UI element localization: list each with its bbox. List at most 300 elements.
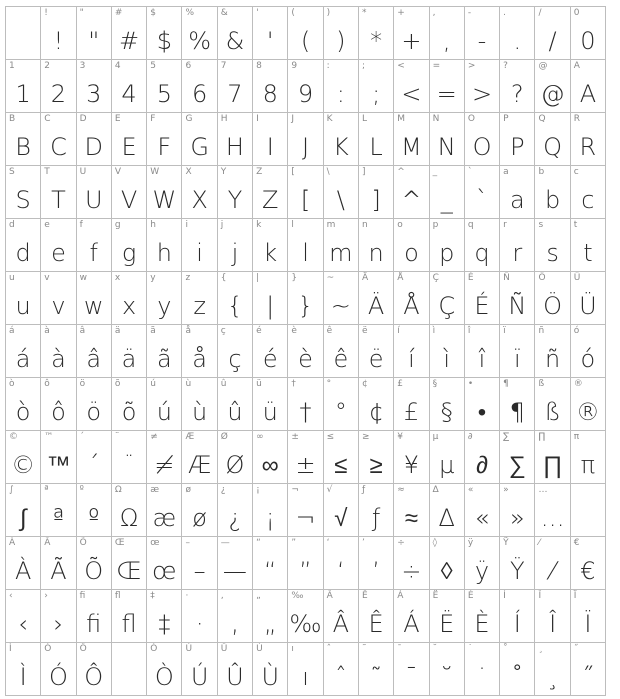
glyph-label: † <box>291 379 296 389</box>
glyph-label: } <box>291 273 298 283</box>
glyph-cell <box>535 590 570 643</box>
glyph-cell <box>500 537 535 590</box>
glyph-label: Ö <box>538 273 546 283</box>
glyph-cell <box>500 643 535 696</box>
glyph-sample: ÿ <box>474 557 490 585</box>
glyph-sample: » <box>509 504 525 532</box>
glyph-cell <box>465 325 500 378</box>
glyph-label: m <box>326 220 336 230</box>
glyph-cell <box>182 325 217 378</box>
glyph-sample: „ <box>264 610 277 638</box>
glyph-cell <box>112 60 147 113</box>
glyph-cell <box>465 484 500 537</box>
glyph-sample: \ <box>336 186 345 214</box>
glyph-label: b <box>538 167 545 177</box>
glyph-cell <box>500 378 535 431</box>
glyph-label: + <box>397 8 405 18</box>
glyph-sample: ± <box>295 451 316 479</box>
glyph-cell <box>571 643 606 696</box>
glyph-sample: p <box>439 239 455 267</box>
glyph-sample: > <box>471 80 493 108</box>
glyph-label: ¬ <box>291 485 299 495</box>
glyph-label: ` <box>467 167 473 177</box>
glyph-label: G <box>185 114 193 124</box>
glyph-label: π <box>573 432 580 442</box>
glyph-label: ¶ <box>503 379 509 389</box>
glyph-cell <box>182 590 217 643</box>
glyph-label: î <box>467 326 471 336</box>
glyph-cell <box>359 484 394 537</box>
glyph-sample: , <box>442 27 451 55</box>
glyph-label: í <box>397 326 400 336</box>
glyph-label: ª <box>44 485 49 495</box>
glyph-cell <box>324 537 359 590</box>
glyph-sample: ‰ <box>289 610 322 638</box>
glyph-label: c <box>573 167 579 177</box>
glyph-cell <box>430 166 465 219</box>
glyph-cell <box>112 325 147 378</box>
glyph-sample: õ <box>121 398 137 426</box>
glyph-cell <box>218 431 253 484</box>
glyph-cell <box>182 431 217 484</box>
glyph-cell <box>394 643 429 696</box>
glyph-label: Œ <box>114 538 125 548</box>
glyph-sample: Ø <box>225 451 245 479</box>
glyph-sample: P <box>510 133 525 161</box>
glyph-label: é <box>256 326 262 336</box>
glyph-sample: 5 <box>156 80 172 108</box>
glyph-sample: ( <box>300 27 311 55</box>
glyph-sample: ˙ <box>476 663 488 691</box>
glyph-sample: . <box>513 27 522 55</box>
glyph-cell <box>571 60 606 113</box>
glyph-label: Y <box>220 167 227 177</box>
glyph-sample: ƒ <box>371 504 381 532</box>
glyph-label: É <box>467 273 474 283</box>
glyph-sample: À <box>14 557 32 585</box>
glyph-sample: ã <box>156 345 172 373</box>
glyph-label: < <box>397 61 405 71</box>
glyph-label: Ä <box>361 273 369 283</box>
glyph-sample: < <box>401 80 422 108</box>
glyph-cell <box>218 272 253 325</box>
glyph-sample: B <box>15 133 31 161</box>
glyph-sample: … <box>540 504 565 532</box>
glyph-sample: Ä <box>367 292 385 320</box>
glyph-cell <box>430 60 465 113</box>
glyph-cell <box>112 113 147 166</box>
glyph-sample: a <box>509 186 525 214</box>
glyph-label: ∂ <box>467 432 473 442</box>
glyph-cell <box>253 378 288 431</box>
glyph-label: q <box>467 220 474 230</box>
glyph-cell <box>430 7 465 60</box>
glyph-sample: â <box>86 345 102 373</box>
glyph-label: À <box>9 538 16 548</box>
glyph-label: Ø <box>220 432 228 442</box>
glyph-label: ∑ <box>503 432 510 442</box>
glyph-sample: Û <box>226 663 244 691</box>
glyph-label: £ <box>397 379 403 389</box>
glyph-cell <box>288 219 323 272</box>
glyph-sample: : <box>336 80 345 108</box>
glyph-cell <box>465 643 500 696</box>
glyph-sample: Ì <box>19 663 27 691</box>
glyph-cell <box>535 643 570 696</box>
glyph-cell <box>112 484 147 537</box>
glyph-label: ü <box>256 379 262 389</box>
glyph-sample: Å <box>403 292 420 320</box>
glyph-sample: è <box>298 345 313 373</box>
glyph-cell <box>182 113 217 166</box>
glyph-label: P <box>503 114 509 124</box>
glyph-label: . <box>503 8 507 18</box>
glyph-sample: € <box>580 557 596 585</box>
glyph-cell <box>359 166 394 219</box>
glyph-sample: Â <box>332 610 350 638</box>
glyph-sample: W <box>152 186 177 214</box>
glyph-sample: i <box>196 239 203 267</box>
glyph-cell <box>218 643 253 696</box>
glyph-label: [ <box>291 167 295 177</box>
glyph-label: è <box>291 326 297 336</box>
glyph-cell <box>359 60 394 113</box>
glyph-sample: G <box>190 133 209 161</box>
glyph-cell <box>324 643 359 696</box>
glyph-label: w <box>79 273 87 283</box>
glyph-cell <box>359 643 394 696</box>
glyph-label: ˆ <box>326 644 332 654</box>
glyph-cell <box>147 166 182 219</box>
glyph-label: Î <box>538 591 542 601</box>
glyph-sample: l <box>302 239 309 267</box>
glyph-cell <box>77 431 112 484</box>
glyph-cell <box>253 431 288 484</box>
glyph-cell <box>253 590 288 643</box>
glyph-label: « <box>467 485 474 495</box>
glyph-cell <box>253 643 288 696</box>
glyph-cell <box>147 378 182 431</box>
glyph-cell <box>112 272 147 325</box>
glyph-label: ö <box>79 379 86 389</box>
glyph-cell <box>6 590 41 643</box>
glyph-label: Ô <box>79 644 87 654</box>
glyph-label: t <box>573 220 578 230</box>
glyph-label: ø <box>185 485 191 495</box>
glyph-cell <box>535 325 570 378</box>
glyph-label: ä <box>114 326 121 336</box>
glyph-sample: 6 <box>191 80 208 108</box>
glyph-label: Í <box>503 591 506 601</box>
glyph-sample: ú <box>156 398 172 426</box>
glyph-cell <box>571 166 606 219</box>
glyph-label: Õ <box>79 538 87 548</box>
glyph-cell <box>359 113 394 166</box>
glyph-cell <box>394 431 429 484</box>
glyph-sample: - <box>477 27 487 55</box>
glyph-cell <box>394 590 429 643</box>
glyph-cell <box>288 113 323 166</box>
glyph-label: ⁄ <box>538 538 540 548</box>
glyph-cell <box>500 325 535 378</box>
glyph-sample: Ω <box>119 504 139 532</box>
glyph-cell <box>500 431 535 484</box>
glyph-label: ı <box>291 644 294 654</box>
glyph-label: õ <box>114 379 121 389</box>
glyph-cell <box>500 60 535 113</box>
glyph-cell <box>77 537 112 590</box>
glyph-cell <box>253 219 288 272</box>
glyph-cell <box>324 7 359 60</box>
glyph-sample: H <box>225 133 244 161</box>
glyph-sample: x <box>121 292 137 320</box>
glyph-label: § <box>432 379 438 389</box>
glyph-sample: O <box>472 133 492 161</box>
glyph-label: — <box>220 538 230 548</box>
glyph-sample: ﬂ <box>121 610 137 638</box>
glyph-sample: Á <box>403 610 420 638</box>
glyph-label: M <box>397 114 406 124</box>
glyph-cell <box>571 484 606 537</box>
glyph-sample: √ <box>334 504 348 532</box>
glyph-cell <box>77 590 112 643</box>
glyph-label: Ó <box>44 644 52 654</box>
glyph-sample: ; <box>372 80 381 108</box>
glyph-cell <box>182 272 217 325</box>
glyph-cell <box>253 166 288 219</box>
glyph-cell <box>430 219 465 272</box>
glyph-label: Ω <box>114 485 122 495</box>
glyph-label: l <box>291 220 294 230</box>
glyph-label: à <box>44 326 50 336</box>
glyph-cell <box>535 166 570 219</box>
glyph-label: ˝ <box>573 644 579 654</box>
glyph-sample: Í <box>513 610 521 638</box>
glyph-sample: K <box>332 133 349 161</box>
glyph-cell <box>147 484 182 537</box>
glyph-label: ? <box>503 61 508 71</box>
glyph-sample: § <box>440 398 453 426</box>
glyph-cell <box>324 484 359 537</box>
glyph-cell <box>218 325 253 378</box>
glyph-cell <box>465 431 500 484</box>
glyph-cell <box>288 590 323 643</box>
glyph-cell <box>253 60 288 113</box>
glyph-sample: D <box>84 133 103 161</box>
glyph-sample: u <box>15 292 31 320</box>
glyph-cell <box>465 378 500 431</box>
glyph-label: f <box>79 220 83 230</box>
glyph-label: © <box>9 432 18 442</box>
glyph-label: F <box>150 114 156 124</box>
glyph-sample: } <box>297 292 314 320</box>
glyph-label: > <box>467 61 476 71</box>
glyph-sample: æ <box>152 504 177 532</box>
glyph-cell <box>359 272 394 325</box>
glyph-sample: í <box>408 345 415 373</box>
glyph-sample: Ï <box>584 610 592 638</box>
glyph-label: · <box>185 591 189 601</box>
glyph-sample: ’ <box>372 557 380 585</box>
glyph-label: ¡ <box>256 485 260 495</box>
glyph-cell <box>182 219 217 272</box>
glyph-cell <box>253 272 288 325</box>
glyph-label: S <box>9 167 15 177</box>
glyph-sample: " <box>88 27 100 55</box>
glyph-label: ® <box>573 379 583 389</box>
glyph-cell <box>394 484 429 537</box>
glyph-label: { <box>220 273 227 283</box>
glyph-label: K <box>326 114 333 124</box>
glyph-label: Ï <box>573 591 577 601</box>
glyph-label: i <box>185 220 188 230</box>
glyph-sample: « <box>474 504 490 532</box>
glyph-cell <box>6 643 41 696</box>
glyph-label: ” <box>291 538 297 548</box>
glyph-label: å <box>185 326 191 336</box>
glyph-cell <box>535 60 570 113</box>
glyph-cell <box>147 60 182 113</box>
glyph-label: ã <box>150 326 156 336</box>
glyph-sample: œ <box>152 557 177 585</box>
glyph-label: – <box>185 538 190 548</box>
glyph-sample: ì <box>443 345 451 373</box>
glyph-sample: ∆ <box>438 504 455 532</box>
glyph-label: a <box>503 167 509 177</box>
glyph-cell <box>430 325 465 378</box>
glyph-label: ï <box>503 326 506 336</box>
glyph-sample: ñ <box>544 345 561 373</box>
glyph-label: Ì <box>9 644 12 654</box>
glyph-label: x <box>114 273 121 283</box>
glyph-cell <box>182 166 217 219</box>
glyph-label: s <box>538 220 544 230</box>
glyph-cell <box>41 431 76 484</box>
glyph-label: Ÿ <box>503 538 509 548</box>
glyph-label: Q <box>538 114 546 124</box>
glyph-cell <box>77 60 112 113</box>
glyph-cell <box>147 272 182 325</box>
glyph-sample: £ <box>403 398 420 426</box>
glyph-label: ˜ <box>361 644 367 654</box>
glyph-label: • <box>467 379 474 389</box>
glyph-sample: s <box>546 239 559 267</box>
glyph-sample: o <box>404 239 419 267</box>
glyph-cell <box>430 590 465 643</box>
glyph-cell <box>41 7 76 60</box>
glyph-label: = <box>432 61 441 71</box>
glyph-sample: $ <box>156 27 172 55</box>
glyph-label: √ <box>326 485 333 495</box>
glyph-cell <box>41 272 76 325</box>
glyph-cell <box>147 219 182 272</box>
glyph-label: ƒ <box>361 485 366 495</box>
glyph-sample: • <box>477 398 487 426</box>
glyph-cell <box>430 431 465 484</box>
glyph-cell <box>147 537 182 590</box>
glyph-label: B <box>9 114 16 124</box>
glyph-label: ∆ <box>432 485 439 495</box>
glyph-label: 4 <box>114 61 121 71</box>
glyph-cell <box>288 643 323 696</box>
glyph-cell <box>77 219 112 272</box>
glyph-label: _ <box>432 167 438 177</box>
glyph-cell <box>182 378 217 431</box>
glyph-cell <box>6 219 41 272</box>
glyph-cell <box>182 537 217 590</box>
glyph-cell <box>324 113 359 166</box>
glyph-label: Ã <box>44 538 51 548</box>
glyph-cell <box>218 537 253 590</box>
glyph-cell <box>41 643 76 696</box>
glyph-sample: µ <box>439 451 455 479</box>
glyph-label: Z <box>256 167 263 177</box>
glyph-sample: r <box>512 239 523 267</box>
glyph-label: R <box>573 114 581 124</box>
glyph-sample: R <box>579 133 597 161</box>
glyph-cell <box>324 325 359 378</box>
glyph-sample: 2 <box>50 80 67 108</box>
glyph-cell <box>41 166 76 219</box>
glyph-label: 2 <box>44 61 51 71</box>
glyph-label: E <box>114 114 121 124</box>
glyph-sample: F <box>157 133 172 161</box>
glyph-sample: © <box>11 451 36 479</box>
glyph-sample: ‘ <box>337 557 345 585</box>
glyph-label: œ <box>150 538 160 548</box>
glyph-cell <box>218 590 253 643</box>
glyph-sample: ù <box>192 398 208 426</box>
glyph-label: “ <box>256 538 261 548</box>
glyph-sample: ö <box>86 398 102 426</box>
glyph-cell <box>182 484 217 537</box>
glyph-sample: Ü <box>579 292 597 320</box>
glyph-sample: ™ <box>46 451 71 479</box>
glyph-sample: U <box>84 186 103 214</box>
glyph-cell <box>6 7 41 60</box>
glyph-label: ◊ <box>432 538 438 548</box>
glyph-sample: ˜ <box>370 663 383 691</box>
glyph-cell <box>500 272 535 325</box>
glyph-sample: Œ <box>116 557 142 585</box>
glyph-label: ∫ <box>9 485 14 495</box>
glyph-label: ˙ <box>467 644 473 654</box>
glyph-label: n <box>361 220 368 230</box>
glyph-label: N <box>432 114 440 124</box>
glyph-label: : <box>326 61 330 71</box>
glyph-label: p <box>432 220 439 230</box>
glyph-label: Â <box>326 591 333 601</box>
glyph-label: g <box>114 220 121 230</box>
glyph-cell <box>359 219 394 272</box>
glyph-cell <box>288 60 323 113</box>
glyph-sample: ∑ <box>508 451 526 479</box>
glyph-sample: n <box>368 239 384 267</box>
glyph-cell <box>218 7 253 60</box>
glyph-label: # <box>114 8 123 18</box>
glyph-label: € <box>573 538 580 548</box>
glyph-label: Ê <box>361 591 368 601</box>
glyph-label: @ <box>538 61 548 71</box>
glyph-cell <box>394 166 429 219</box>
glyph-sample: ô <box>51 398 66 426</box>
glyph-cell <box>41 590 76 643</box>
glyph-cell <box>253 113 288 166</box>
glyph-cell <box>41 113 76 166</box>
glyph-cell <box>41 484 76 537</box>
glyph-label: j <box>220 220 224 230</box>
glyph-sample: ≠ <box>154 451 175 479</box>
